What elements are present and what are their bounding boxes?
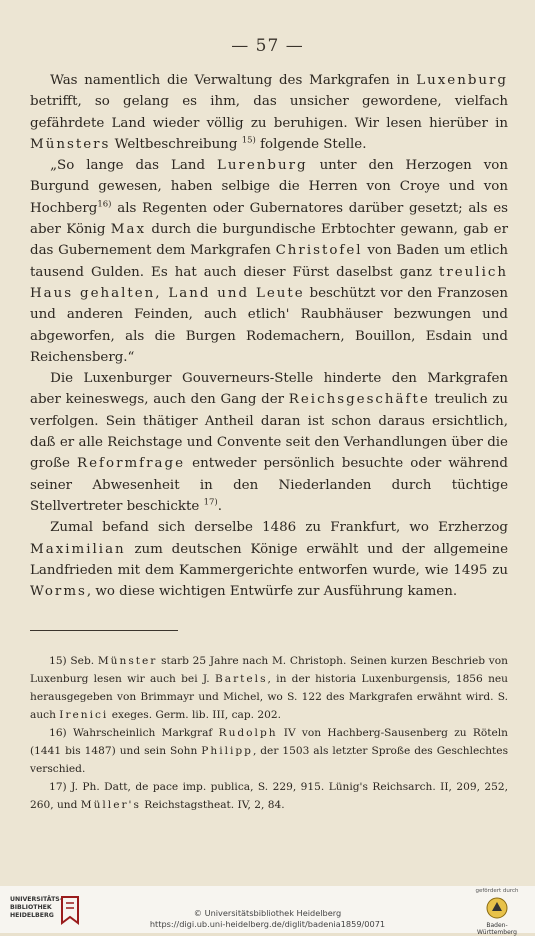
emphasized-text: Lurenburg (216, 158, 308, 174)
text-run: durch die burgundische Erbtochter gewann, gab er das Gubernement dem Markgrafen (30, 222, 508, 259)
footnote (30, 724, 508, 778)
text-run: exeges. Germ. lib. III, cap. 202. (108, 709, 281, 721)
text-run: von Baden um etlich tausend Gulden. Es hat auch dieser Fürst daselbst ganz (30, 243, 508, 280)
footnote (30, 778, 508, 814)
footnote-reference: 15) (241, 135, 256, 146)
text-run: entweder persönlich besuchte oder während seiner Abwesenheit in den Niederlanden durch tüchtige Stellvertreter beschickte (30, 456, 508, 514)
footnote-reference: 16) (97, 199, 112, 210)
paragraph (30, 517, 508, 602)
state-seal-icon (485, 896, 509, 920)
sponsor-caption: gefördert durch (475, 888, 519, 894)
paragraph (30, 155, 508, 368)
emphasized-text: Irenici (59, 709, 109, 721)
text-run: „So lange das Land (50, 158, 217, 174)
text-run: starb 25 Jahre nach M. Christoph. Seinen kurzen Beschrieb von Luxenburg lesen wir auch bei J. (30, 655, 508, 685)
text-run: zum deutschen Könige erwählt und der allgemeine Landfrieden mit dem Kammergerichte entworfen wurde, wie 1495 zu (30, 541, 508, 578)
text-run: Was namentlich die Verwaltung des Markgrafen in (50, 73, 417, 88)
digitization-footer (0, 886, 535, 936)
text-run: , wo diese wichtigen Entwürfe zur Ausführung kamen. (86, 584, 458, 600)
emphasized-text: Münster (97, 655, 158, 667)
footnotes (30, 652, 508, 814)
footnote-divider (30, 630, 178, 631)
library-logo-text: UNIVERSITÄTS- BIBLIOTHEK HEIDELBERG (10, 896, 63, 919)
emphasized-text: Luxenburg (416, 73, 508, 88)
emphasized-text: Philipp (201, 745, 253, 757)
text-run: als Regenten oder Gubernatores darüber gesetzt; als es aber König (30, 200, 508, 238)
sponsor-name: Baden-Württemberg (477, 922, 517, 936)
text-run: 15) Seb. (49, 655, 98, 667)
emphasized-text: Worms (30, 584, 87, 600)
emphasized-text: Rudolph (218, 727, 278, 739)
emphasized-text: Bartels (214, 673, 268, 685)
emphasized-text: Münsters (30, 136, 111, 152)
emphasized-text: Christofel (275, 243, 363, 259)
text-run: Reichstagstheat. IV, 2, 84. (140, 799, 285, 811)
emphasized-text: Maximilian (30, 541, 126, 557)
text-run: folgende Stelle. (255, 136, 367, 152)
paragraph (30, 70, 508, 155)
text-run: 17) J. Ph. Datt, de pace imp. publica, S. 229, 915. Lünig's Reichsarch. II, 209, 252, 260, und (30, 781, 508, 811)
text-run: , in der historia Luxenburgensis, 1856 neu herausgegeben von Brimmayr und Michel, wo S. 122 des Markgrafen erwähnt wird. S. auch (30, 673, 508, 721)
text-run: unter den Herzogen von Burgund gewesen, haben selbige die Herren von Croye und von Hochberg (30, 158, 508, 216)
emphasized-text: Max (110, 222, 146, 238)
paragraph (30, 368, 508, 517)
text-run: , der 1503 als letzter Sproße des Geschlechtes verschied. (30, 745, 509, 775)
text-run: treulich zu verfolgen. Sein thätiger Antheil daran ist schon daraus ersichtlich, daß er alle Reichstage und Convente seit den Verhandlungen über die große (30, 392, 508, 472)
text-run: Zumal befand sich derselbe 1486 zu Frankfurt, wo Erzherzog (50, 520, 508, 536)
sponsor-logo (467, 888, 527, 936)
text-run: betrifft, so gelang es ihm, das unsicher gewordene, vielfach gefährdete Land wieder völlig zu beruhigen. Wir lesen hierüber in (30, 94, 508, 131)
source-url-link[interactable]: https://digi.ub.uni-heidelberg.de/diglit/badenia1859/0071 (149, 919, 386, 929)
footnote (30, 652, 508, 724)
emphasized-text: Reformfrage (77, 456, 186, 472)
page-number: — 57 — (231, 36, 304, 56)
text-run: Die Luxenburger Gouverneurs-Stelle hinderte den Markgrafen aber keineswegs, auch den Gang der (30, 371, 508, 408)
emphasized-text: Reichsgeschäfte (288, 392, 430, 408)
text-run: 16) Wahrscheinlich Markgraf (49, 727, 219, 739)
emphasized-text: Müller's (80, 799, 141, 811)
copyright-notice: © Universitätsbibliothek Heidelberg (193, 908, 342, 918)
text-run: . (217, 498, 222, 514)
footnote-reference: 17) (203, 497, 218, 508)
text-run: beschützt vor den Franzosen und anderen Feinden, auch etlich' Raubhäuser bezwungen und abgeworfen, als die Burgen Rodemachern, Bouillon, Esdain und Reichensberg.“ (30, 285, 508, 365)
text-run: Weltbeschreibung (110, 136, 242, 152)
text-run: IV von Hachberg-Sausenberg zu Röteln (1441 bis 1487) und sein Sohn (30, 727, 508, 757)
emphasized-text: treulich Haus gehalten, Land und Leute (30, 264, 508, 301)
body-text (30, 70, 508, 602)
